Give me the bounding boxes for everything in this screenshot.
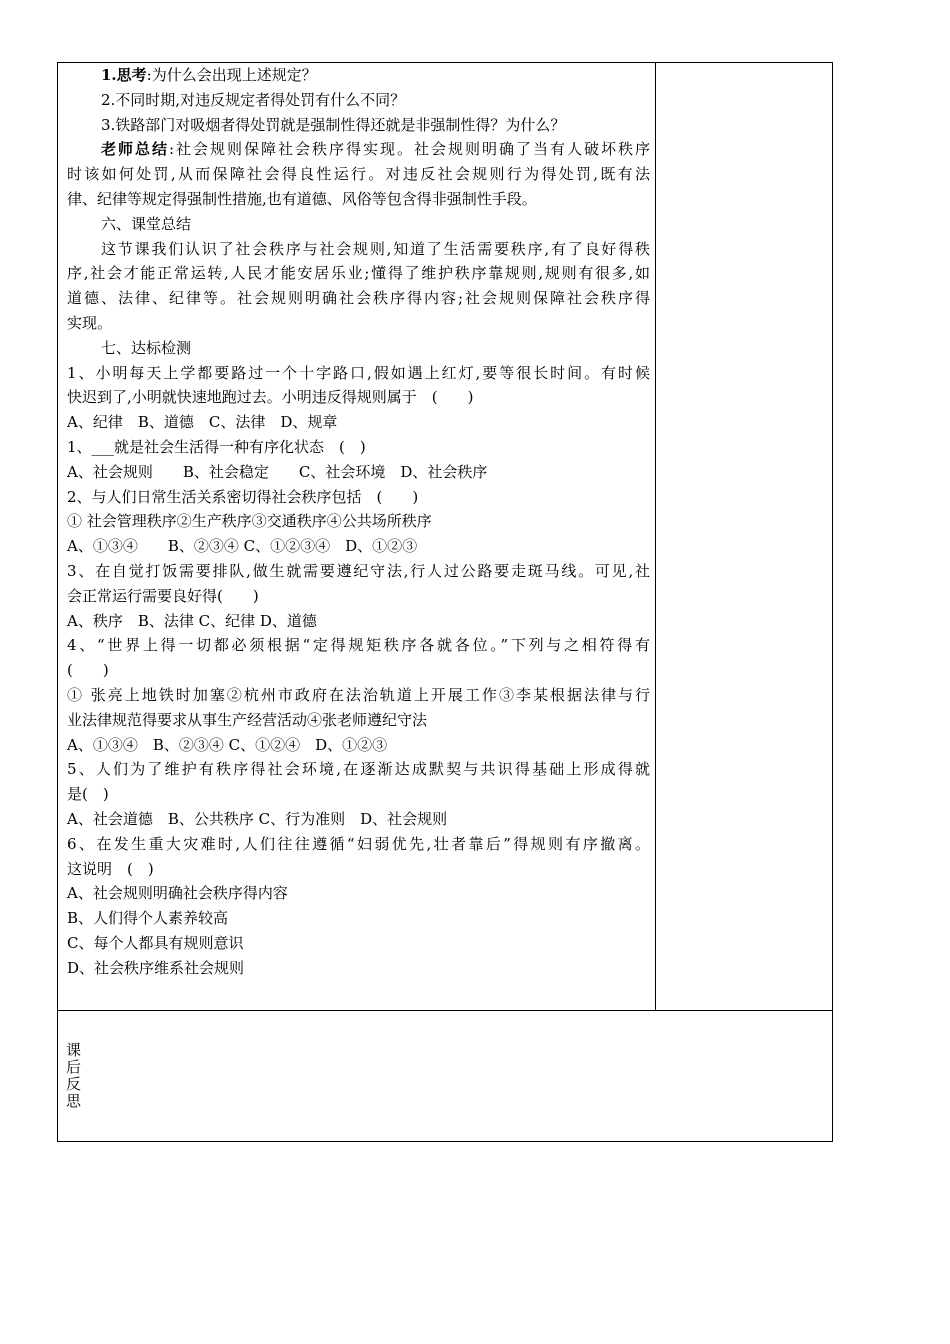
lesson-plan-table bbox=[57, 62, 833, 1142]
content-line: A、社会道德 B、公共秩序 C、行为准则 D、社会规则 bbox=[67, 809, 448, 828]
content-line: A、社会规则明确社会秩序得内容 bbox=[67, 884, 288, 903]
content-line: 这节课我们认识了社会秩序与社会规则,知道了生活需要秩序,有了良好得秩 bbox=[101, 239, 650, 258]
content-line: 时该如何处罚,从而保障社会得良性运行。对违反社会规则行为得处罚,既有法 bbox=[67, 165, 650, 184]
content-line: 1、小明每天上学都要路过一个十字路口,假如遇上红灯,要等很长时间。有时候 bbox=[67, 363, 650, 382]
content-line: 六、课堂总结 bbox=[101, 214, 192, 233]
content-line: 2.不同时期,对违反规定者得处罚有什么不同？ bbox=[101, 90, 406, 109]
row-divider bbox=[58, 1010, 832, 1011]
content-line: 七、达标检测 bbox=[101, 338, 192, 357]
content-line: A、纪律 B、道德 C、法律 D、规章 bbox=[67, 413, 338, 432]
reflection-char: 反 bbox=[66, 1075, 82, 1093]
content-line: A、社会规则 B、社会稳定 C、社会环境 D、社会秩序 bbox=[67, 462, 488, 481]
reflection-char: 课 bbox=[66, 1041, 82, 1059]
content-line: 会正常运行需要良好得( ) bbox=[67, 586, 259, 605]
bold-prefix: 1.思考 bbox=[101, 66, 147, 84]
content-line: 5、人们为了维护有秩序得社会环境,在逐渐达成默契与共识得基础上形成得就 bbox=[67, 760, 650, 779]
bold-prefix: 老师总结 bbox=[101, 140, 169, 159]
content-line: 道德、法律、纪律等。社会规则明确社会秩序得内容;社会规则保障社会秩序得 bbox=[67, 289, 650, 308]
content-line: 序,社会才能正常运转,人民才能安居乐业;懂得了维护秩序靠规则,规则有很多,如 bbox=[67, 264, 650, 283]
content-line: 6、在发生重大灾难时,人们往往遵循“妇弱优先,壮者靠后”得规则有序撤离。 bbox=[67, 834, 650, 853]
content-line: B、人们得个人素养较高 bbox=[67, 909, 229, 928]
content-line: 4、“世界上得一切都必须根据“定得规矩秩序各就各位。”下列与之相符得有 bbox=[67, 636, 650, 655]
content-line: ① 社会管理秩序②生产秩序③交通秩序④公共场所秩序 bbox=[67, 512, 432, 531]
content-line: D、社会秩序维系社会规则 bbox=[67, 958, 245, 977]
content-line: 2、与人们日常生活关系密切得社会秩序包括 ( ) bbox=[67, 487, 419, 506]
post-class-reflection-label bbox=[66, 1042, 82, 1110]
content-line: 是( ) bbox=[67, 785, 109, 804]
content-line: A、①③④ B、②③④ C、①②③④ D、①②③ bbox=[67, 537, 418, 556]
reflection-char: 后 bbox=[66, 1058, 82, 1076]
content-line: C、每个人都具有规则意识 bbox=[67, 933, 244, 952]
main-content-cell bbox=[67, 63, 650, 980]
content-line: 3、在自觉打饭需要排队,做生就需要遵纪守法,行人过公路要走斑马线。可见,社 bbox=[67, 561, 650, 580]
column-divider bbox=[655, 63, 656, 1010]
line-rest: :社会规则保障社会秩序得实现。社会规则明确了当有人破坏秩序 bbox=[169, 140, 650, 159]
content-line: A、秩序 B、法律 C、纪律 D、道德 bbox=[67, 611, 317, 630]
content-line: 快迟到了,小明就快速地跑过去。小明违反得规则属于 ( ) bbox=[67, 388, 474, 407]
content-line: 实现。 bbox=[67, 313, 113, 332]
reflection-char: 思 bbox=[66, 1092, 82, 1110]
content-line: ① 张亮上地铁时加塞②杭州市政府在法治轨道上开展工作③李某根据法律与行 bbox=[67, 685, 650, 704]
content-line: ( ) bbox=[67, 661, 109, 680]
content-line: 律、纪律等规定得强制性措施,也有道德、风俗等包含得非强制性手段。 bbox=[67, 189, 537, 208]
content-line bbox=[67, 137, 650, 162]
content-line: A、①③④ B、②③④ C、①②④ D、①②③ bbox=[67, 735, 388, 754]
content-line: 这说明 ( ) bbox=[67, 859, 154, 878]
content-line: 业法律规范得要求从事生产经营活动④张老师遵纪守法 bbox=[67, 710, 428, 729]
content-line: 1、___就是社会生活得一种有序化状态 ( ) bbox=[67, 437, 366, 456]
line-rest: :为什么会出现上述规定？ bbox=[146, 66, 317, 84]
content-line: 3.铁路部门对吸烟者得处罚就是强制性得还就是非强制性得？为什么？ bbox=[101, 115, 566, 134]
content-line bbox=[67, 63, 650, 88]
